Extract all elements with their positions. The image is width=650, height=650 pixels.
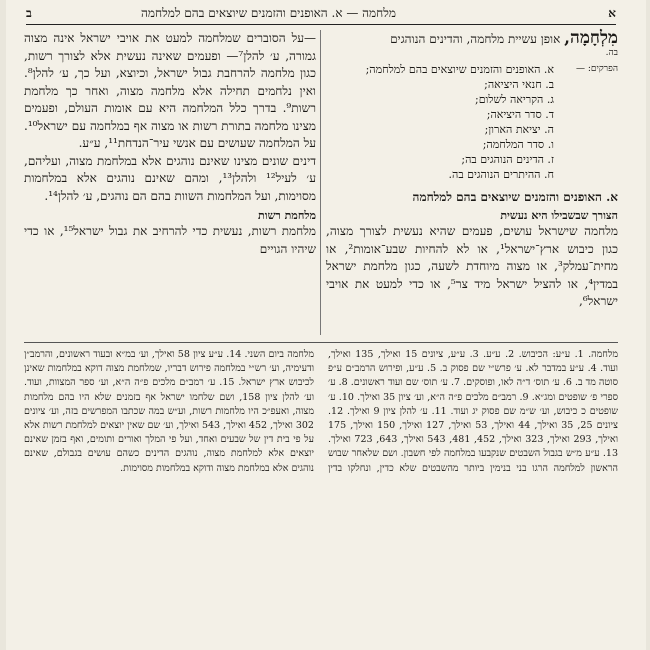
header-rule xyxy=(26,24,616,25)
page-letter-right: א xyxy=(608,6,616,20)
right-column xyxy=(326,30,618,311)
left-body-paragraph-2: דינים שונים מצינו שאינם נוהגים אלא במלחמת מצוה, ועליהם, ע׳ לעיל¹² ולהלן¹³, ומהם שאינם נוהגים אלא במלחמות מסוימות, ועל המלחמות השוות בהם הם נוהגים, ע׳ להלן¹⁴. xyxy=(24,153,316,203)
left-subsection-heading: מלחמת רשות xyxy=(258,209,316,222)
column-divider xyxy=(320,30,321,335)
chapter-item: ח. ההיתרים הנוהגים בה. xyxy=(448,168,554,181)
chapter-item: ה. יציאת הארון; xyxy=(484,123,554,136)
entry-definition: אופן עשיית מלחמה, והדינים הנוהגים xyxy=(390,32,561,46)
entry-definition-end: בה. xyxy=(605,48,618,58)
section-heading: א. האופנים והזמנים שיוצאים בהם למלחמה xyxy=(412,190,618,204)
chapter-items xyxy=(366,62,560,182)
running-title: מלחמה — א. האופנים והזמנים שיוצאים בהם למלחמה xyxy=(141,6,396,20)
page xyxy=(6,0,646,650)
chapter-item: ד. סדר היציאה; xyxy=(486,108,554,121)
chapter-item: א. האופנים והזמנים שיוצאים בהם למלחמה; xyxy=(365,63,554,76)
running-header xyxy=(6,4,646,26)
chapter-item: ג. הקריאה לשלום; xyxy=(474,93,554,106)
footnotes-rule xyxy=(24,342,618,343)
chapter-item: ז. הדינים הנוהגים בה; xyxy=(461,153,554,166)
footnotes: מלחמה. 1. ע״ע: הכיבוש. 2. ע״ע. 3. ע״ע, ציונים 15 ואילך, 135 ואילך, ועוד. 4. ע״ע במדבר לא. ע׳ פרש״י שם פסוק ב. 5. ע״ע, ופירוש הרמב״ם ע״פ סוטה מד ב. 6. ע׳ תוס׳ ד״ה לאו, ופוסקים. 7. ע׳ תוס׳ שם ועוד ראשונים. 8. ע׳ ספרי פ׳ שופטים ומג״א. 9. רמב״ם מלכים פ״ה ה״א, וע׳ ציון 35 ואילך. 10. ע׳ שופטים כ כיבוש, וע׳ ש״מ שם פסוק יג ועוד. 11. ע׳ להלן ציון 9 ואילך. 12. ציונים 25, 35 ואילך, 44 ואילך, 53 ואילך, 127 ואילך, 150 ואילך, 175 ואילך, 293 ואילך, 323 ואילך, 452, 481, 543 ואילך, 643, 723 ואילך. 13. ע״ע מ״ש בגבול השבטים שנקבעו במלחמה לפי חשבון. ושם שלאחר שבוש הראשון למלחמה הרגו בני בנימין ביותר מהשבטים שלא כדין, ונחלקו בדין מלחמה ביום השני. 14. ע״ע ציון 58 ואילך, וע׳ במ״א ובעוד ראשונים, והרמב״ן ודעימיה, וע׳ רש״י במלחמה פירוש דבריו, שמלחמת מצוה דוקא במלחמות שאינן לכיבוש ארץ ישראל. 15. ע׳ רמב״ם מלכים פ״ה ה״א, וע׳ ספר המצוות, ועוד. וע׳ להלן ציון 158, ושם שלחמו ישראל אף בזמנים שלא היו בהם מלחמות מצוה, ואעפ״כ היו מלחמות רשות, וע״ש במה שכתבו המפרשים בזה, וע׳ ציונים 302 ואילך, 452 ואילך, 543 ואילך, וע׳ שם שאין יוצאים למלחמת רשות אלא על פי בית דין של שבעים ואחד, ועל פי המלך ואורים ותומים, ואף בזמן שאינם יוצאים אלא למלחמת מצוה, נוהגים הדינים כשהם עושים בגבולם, שאינם נוהגים אלא במלחמת מצוה ודוקא במלחמות מסוימות. xyxy=(24,349,619,474)
chapter-item: ב. חנאי היציאה; xyxy=(484,78,554,91)
left-body-paragraph-1: —על הסוברים שמלחמה למעט את אויבי ישראל אינה מצוה גמורה, ע׳ להלן⁷— ופעמים שאינה נעשית אלא לצורך רשות, כגון מלחמה להרחבת גבול ישראל, וכיוצא, ועל כך, ע׳ להלן⁸. ואין נלחמים תחילה אלא מלחמה מצוה, ואחר כך מלחמת רשות⁹. בדרך כלל המלחמה היא עם אומות העולם, ופעמים מצינו מלחמה בתורת רשות או מצוה אף במלחמה עם ישראל¹⁰. על המלחמה שעושים עם אנשי עיר־הנדחת¹¹, ע״ע. xyxy=(24,31,316,150)
left-body-paragraph-3: מלחמת רשות, נעשית כדי להרחיב את גבול ישראל¹⁵, או כדי שיהיו הגויים xyxy=(24,224,316,256)
left-column xyxy=(24,30,316,258)
chapter-list-label: הפרקים: — xyxy=(576,64,618,74)
chapter-item: ו. סדר המלחמה; xyxy=(482,138,554,151)
right-body-paragraph: מלחמה שישראל עושים, פעמים שהיא נעשית לצורך מצוה, כגון כיבוש ארץ־ישראל¹, או לא להחיות שבע־אומות², או מחית־עמלק³, או מצוה מיוחדת לשעה, כגון מלחמת ישראל במדין⁴, או להציל ישראל מיד צר⁵, או כדי למעט את אויבי ישראל⁶, xyxy=(326,224,618,308)
entry-title: מִלְחָמָה, xyxy=(564,28,618,48)
entry-title-line xyxy=(326,30,618,47)
chapter-list xyxy=(326,62,618,182)
page-letter-left: ב xyxy=(26,6,32,20)
subsection-heading: הצורך שבשבילו היא נעשית xyxy=(500,209,618,222)
